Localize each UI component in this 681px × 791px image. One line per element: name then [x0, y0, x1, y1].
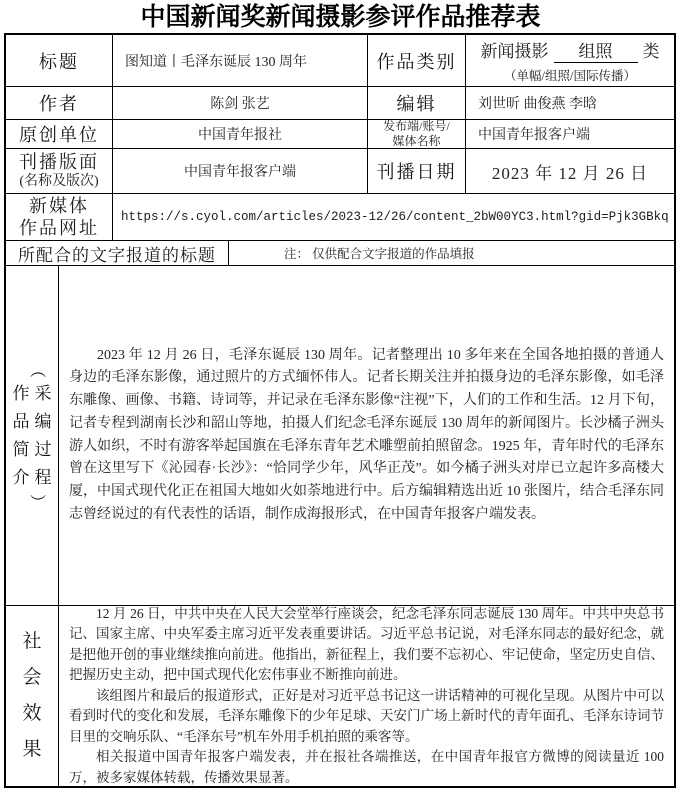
publish-platform-label-line2: 媒体名称 [392, 134, 441, 148]
row-intro [6, 266, 674, 606]
row-media-url [6, 194, 674, 241]
intro-paragraph: 2023 年 12 月 26 日，毛泽东诞辰 130 周年。记者整理出 10 多年来在全国各地拍摄的普通人身边的毛泽东影像，通过照片的方式缅怀伟人。记者长期关注并拍摄身边的毛泽东影像，如毛泽东雕像、画像、书籍、诗词等，并记录在毛泽东影像“注视”下，人们的工作和生活。12 月下旬，记者专程到湖南长沙和韶山等地，拍摄人们纪念毛泽东诞辰 130 周年的新闻图片。长沙橘子洲头游人如织，不时有游客举起国旗在毛泽东青年艺术雕塑前拍照留念。1925 年，青年时代的毛泽东曾在这里写下《沁园春·长沙》：“恰同学少年，风华正茂”。如今橘子洲头对岸已立起许多高楼大厦，中国式现代化正在祖国大地如火如荼地进行中。后方编辑精选出近 10 张图片，结合毛泽东同志曾经说过的有代表性的话语，制作成海报形式，在中国青年报客户端发表。 [69, 347, 664, 522]
publish-platform-value: 中国青年报客户端 [478, 128, 590, 143]
social-effect-paragraph: 12 月 26 日，中共中央在人民大会堂举行座谈会，纪念毛泽东同志诞辰 130 周年。中共中央总书记、国家主席、中央军委主席习近平发表重要讲话。习近平总书记说，对毛泽东同志的最好纪念，就是把他开创的事业继续推向前进。他指出，新征程上，我们要不忘初心、牢记使命，坚定历史自信、把握历史主动，把中国式现代化宏伟事业不断推向前进。 [69, 606, 664, 683]
original-unit-value: 中国青年报社 [113, 120, 368, 148]
intro-paren-open: （ [27, 361, 45, 378]
editor-label: 编辑 [368, 87, 466, 119]
text-report-note: 注： 仅供配合文字报道的作品填报 [284, 247, 475, 261]
original-unit-label: 原创单位 [6, 120, 113, 148]
media-url-value: https://s.cyol.com/articles/2023-12/26/content_2bW00YC3.html?gid=Pjk3GBkq [121, 210, 669, 224]
publish-page-label [6, 149, 113, 193]
publish-platform-label-line1: 发布端/账号/ [383, 120, 450, 133]
publish-platform-label [368, 120, 466, 148]
intro-paren-close: ） [27, 493, 45, 510]
publish-date-value: 2023 年 12 月 26 日 [491, 163, 649, 183]
category-prefix: 新闻摄影 [480, 42, 549, 61]
social-effect-label-vertical: 社会效果 [22, 631, 42, 760]
intro-label-col1: 作品简介 [12, 383, 30, 487]
publish-page-label-line1: 刊播版面 [19, 152, 99, 173]
social-effect-paragraph: 相关报道中国青年报客户端发表，并在报社各端推送，在中国青年报官方微博的阅读量近 100 万，被多家媒体转载，传播效果显著。 [69, 749, 664, 785]
form-table [4, 33, 676, 788]
publish-date-label: 刊播日期 [368, 149, 466, 193]
intro-text [69, 345, 664, 526]
media-url-label-line1: 新媒体 [29, 195, 89, 216]
media-url-label [6, 194, 113, 240]
intro-label-vertical [12, 362, 52, 510]
category-value [466, 35, 674, 86]
row-title-category [6, 35, 674, 87]
social-effect-label [6, 606, 59, 786]
author-value: 陈剑 张艺 [113, 87, 368, 119]
intro-label-col2: 采编过程 [34, 383, 52, 487]
row-social-effect [6, 606, 674, 786]
row-unit-platform [6, 120, 674, 149]
social-effect-text [69, 606, 664, 786]
media-url-label-line2: 作品网址 [19, 218, 99, 238]
social-effect-content [59, 606, 674, 786]
editor-value: 刘世昕 曲俊燕 李晗 [478, 97, 597, 112]
text-report-label: 所配合的文字报道的标题 [6, 241, 229, 265]
intro-label [6, 266, 59, 605]
intro-content [59, 266, 674, 605]
intro-label-columns [12, 380, 52, 492]
row-text-report-title [6, 241, 674, 266]
category-line [481, 37, 660, 63]
publish-page-label-line2: (名称及版次) [19, 173, 99, 189]
title-value: 图知道丨毛泽东诞辰 130 周年 [113, 35, 368, 86]
title-label: 标题 [6, 35, 113, 86]
category-suffix: 类 [642, 42, 660, 61]
publish-page-value: 中国青年报客户端 [113, 149, 368, 193]
author-label: 作者 [6, 87, 113, 119]
category-options-note: （单幅/组照/国际传播） [504, 69, 636, 83]
category-selected: 组照 [554, 37, 638, 63]
row-page-date [6, 149, 674, 194]
social-effect-paragraph: 该组图片和最后的报道形式，正好是对习近平总书记这一讲话精神的可视化呈现。从图片中可以看到时代的变化和发展，毛泽东雕像下的少年足球、天安门广场上新时代的青年面孔、毛泽东诗词节目里的交响乐队、“毛泽东号”机车外用手机拍照的乘客等。 [69, 687, 664, 744]
row-author-editor [6, 87, 674, 120]
category-label: 作品类别 [368, 35, 466, 86]
page-title: 中国新闻奖新闻摄影参评作品推荐表 [140, 3, 541, 31]
